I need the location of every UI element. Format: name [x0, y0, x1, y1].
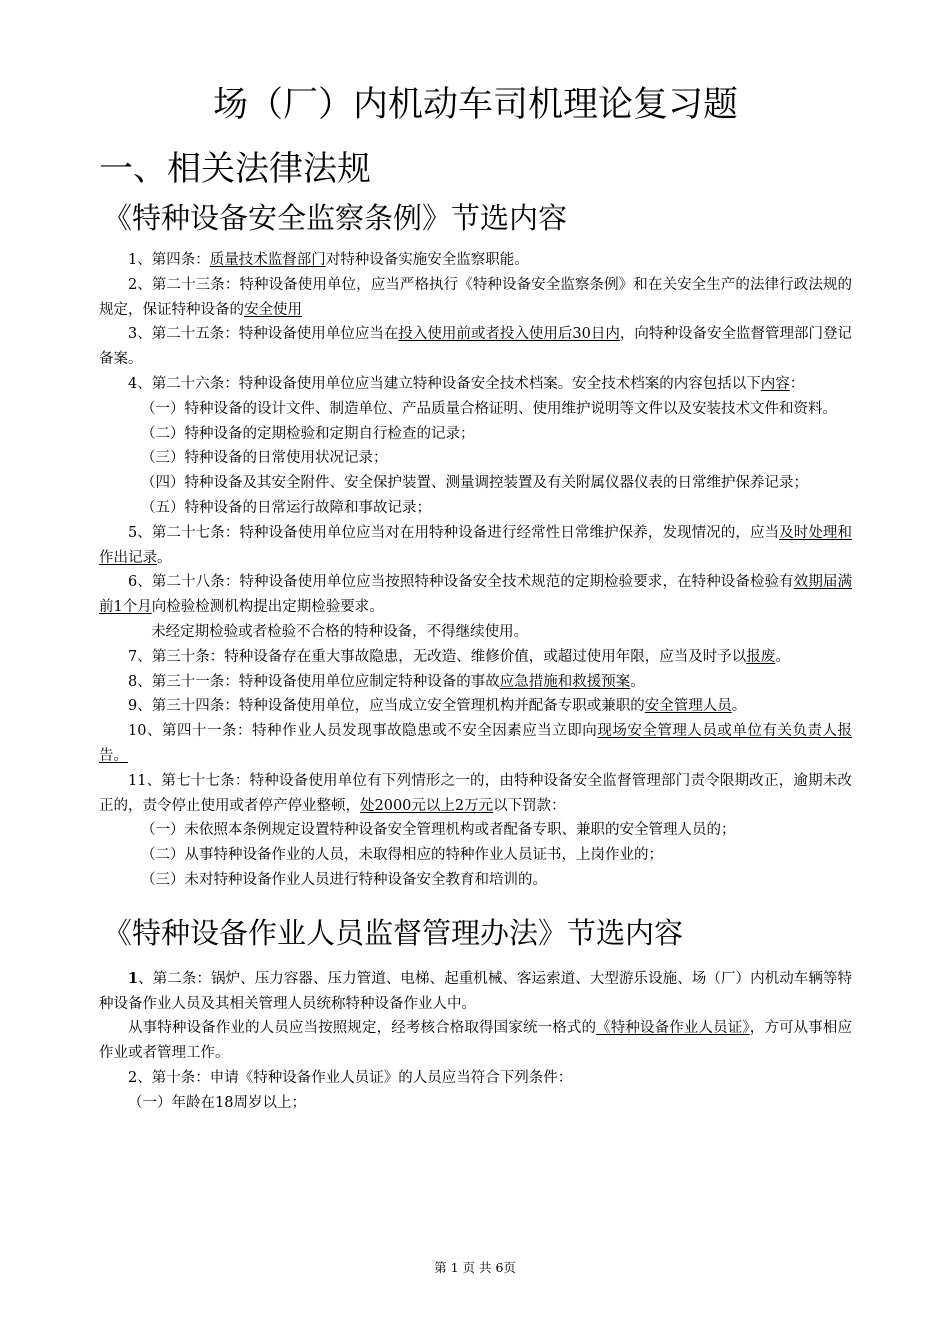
measure-article-1: 1、第二条：锅炉、压力容器、压力管道、电梯、起重机械、客运索道、大型游乐设施、场（厂）内机动车辆等特种设备作业人员及其相关管理人员统称特种设备作业人中。: [99, 969, 852, 1012]
underlined-answer: 应急措施和救援预案: [499, 673, 631, 690]
underlined-answer: 投入使用前或者投入使用后30日内: [398, 326, 620, 343]
article-4: 4、第二十六条：特种设备使用单位应当建立特种设备安全技术档案。安全技术档案的内容包括以下内容：: [128, 375, 805, 392]
underlined-answer: 现场安全管理人员或单位有关负责人报告。: [99, 723, 852, 764]
article-6: 6、第二十八条：特种设备使用单位应当按照特种设备安全技术规范的定期检验要求，在特种设备检验有效期届满前1个月向检验检测机构提出定期检验要求。: [99, 574, 852, 616]
article-3: 3、第二十五条：特种设备使用单位应当在投入使用前或者投入使用后30日内，向特种设备安全监督管理部门登记备案。: [99, 326, 853, 368]
subsection-heading-regulations: 《特种设备安全监察条例》节选内容: [103, 201, 568, 235]
measure-article-2: 2、第十条：申请《特种设备作业人员证》的人员应当符合下列条件：: [128, 1069, 573, 1086]
article-6-note: 未经定期检验或者检验不合格的特种设备，不得继续使用。: [151, 623, 529, 640]
article-1: 1、第四条：质量技术监督部门对特种设备实施安全监察职能。: [128, 252, 529, 268]
list-item: （五）特种设备的日常运行故障和事故记录；: [141, 499, 431, 516]
list-item: （一）特种设备的设计文件、制造单位、产品质量合格证明、使用维护说明等文件以及安装技术文件和资料。: [141, 400, 837, 417]
list-item: （一）未依照本条例规定设置特种设备安全管理机构或者配备专职、兼职的安全管理人员的；: [141, 822, 736, 839]
document-title: 场（厂）内机动车司机理论复习题: [212, 85, 738, 125]
article-5: 5、第二十七条：特种设备使用单位应当对在用特种设备进行经常性日常维护保养，发现情况的，应当及时处理和作出记录。: [99, 524, 852, 566]
list-item: （四）特种设备及其安全附件、安全保护装置、测量调控装置及有关附属仪器仪表的日常维护保养记录；: [141, 475, 808, 492]
underlined-answer: 《特种设备作业人员证》: [596, 1020, 750, 1037]
underlined-answer: 质量技术监督部门: [209, 252, 326, 268]
article-11: 11、第七十七条：特种设备使用单位有下列情形之一的，由特种设备安全监督管理部门责令限期改正，逾期未改正的，责令停止使用或者停产停业整顿，处2000元以上2万元以下罚款：: [99, 772, 852, 814]
article-8: 8、第三十一条：特种设备使用单位应制定特种设备的事故应急措施和救援预案。: [128, 673, 645, 690]
underlined-answer: 安全使用: [244, 301, 302, 318]
list-item: （二）特种设备的定期检验和定期自行检查的记录；: [141, 425, 475, 442]
measure-article-1-note: 从事特种设备作业的人员应当按照规定，经考核合格取得国家统一格式的《特种设备作业人员证》，方可从事相应作业或者管理工作。: [99, 1020, 853, 1062]
list-item: （三）特种设备的日常使用状况记录；: [141, 450, 388, 467]
list-item: （一）年龄在18周岁以上；: [128, 1094, 306, 1111]
underlined-answer: 报废: [746, 648, 776, 665]
article-9: 9、第三十四条：特种设备使用单位，应当成立安全管理机构并配备专职或兼职的安全管理人员。: [128, 698, 747, 715]
underlined-answer: 效期届满前1个月: [99, 574, 852, 616]
section-heading-laws: 一、相关法律法规: [99, 149, 371, 189]
article-2: 2、第二十三条：特种设备使用单位，应当严格执行《特种设备安全监察条例》和在关安全生产的法律行政法规的规定，保证特种设备的安全使用: [99, 276, 852, 318]
underlined-answer: 内容: [760, 375, 790, 392]
subsection-heading-personnel-measures: 《特种设备作业人员监督管理办法》节选内容: [103, 915, 684, 950]
article-7: 7、第三十条：特种设备存在重大事故隐患，无改造、维修价值，或超过使用年限，应当及时予以报废。: [128, 648, 790, 665]
page-footer: 第 1 页 共 6页: [434, 1260, 516, 1275]
underlined-answer: 及时处理和作出记录: [99, 524, 852, 566]
article-10: 10、第四十一条：特种作业人员发现事故隐患或不安全因素应当立即向现场安全管理人员或单位有关负责人报告。: [99, 723, 852, 764]
underlined-answer: 安全管理人员: [644, 698, 732, 715]
underlined-answer: 处2000元以上2万元: [360, 797, 494, 814]
list-item: （二）从事特种设备作业的人员，未取得相应的特种作业人员证书，上岗作业的；: [141, 847, 663, 864]
list-item: （三）未对特种设备作业人员进行特种设备安全教育和培训的。: [141, 871, 547, 888]
